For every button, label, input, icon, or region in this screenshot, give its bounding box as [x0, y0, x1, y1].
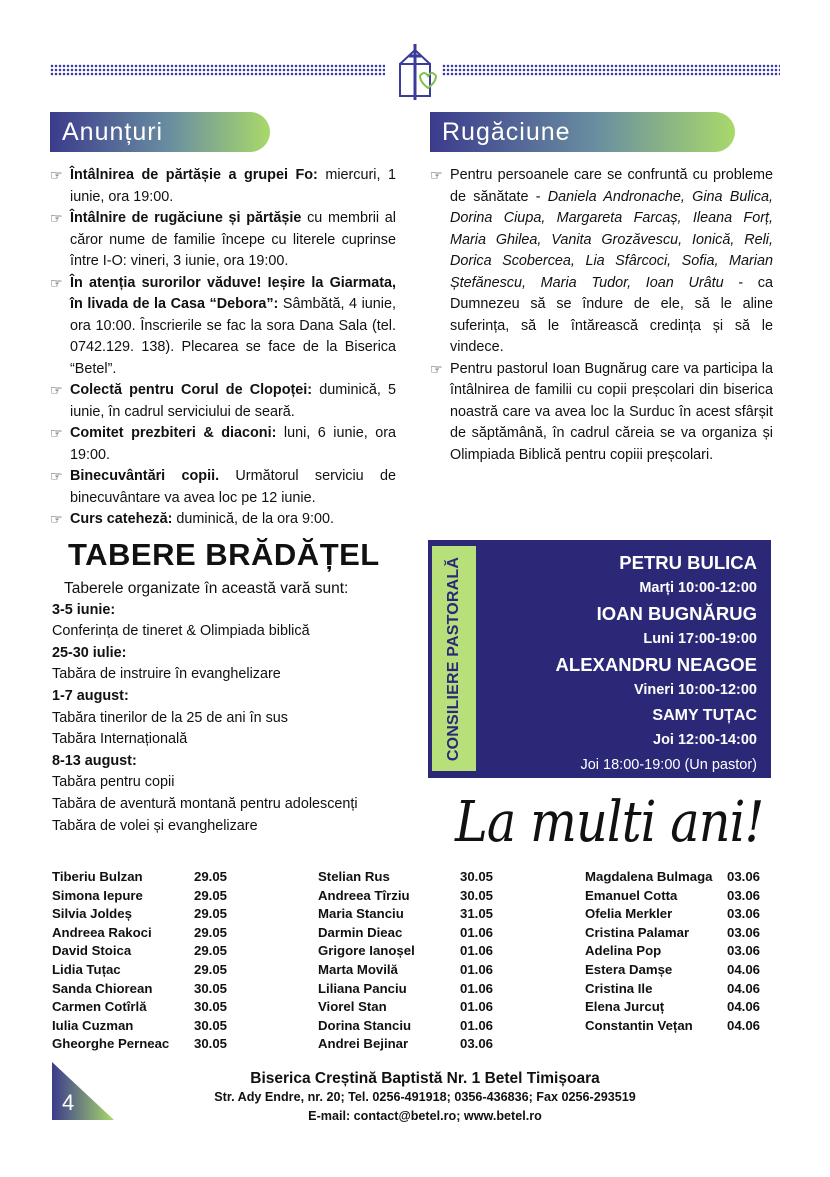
- birthday-row: [52, 998, 242, 1017]
- announcement-title: Colectă pentru Corul de Clopoței:: [70, 382, 313, 398]
- announcement-text: duminică, de la ora 9:00.: [172, 511, 334, 527]
- birthday-name: Simona Iepure: [52, 887, 143, 903]
- birthday-name: David Stoica: [52, 943, 132, 959]
- birthday-name: Constantin Vețan: [585, 1017, 693, 1033]
- birthday-date: 04.06: [727, 1017, 761, 1033]
- announcement-title: Întâlnire de rugăciune și părtășie: [70, 210, 302, 226]
- birthday-row: [585, 924, 775, 943]
- announcement-item: [50, 273, 396, 381]
- camp-item: Tabăra pentru copii: [52, 774, 175, 791]
- birthday-date: 01.06: [460, 999, 494, 1015]
- birthday-name: Stelian Rus: [318, 869, 390, 884]
- birthday-row: [318, 942, 508, 961]
- birthday-date: 30.05: [194, 980, 228, 996]
- pointing-hand-icon: ☞: [50, 382, 63, 398]
- birthday-name: Iulia Cuzman: [52, 1017, 134, 1033]
- church-name: Biserica Creștină Baptistă Nr. 1 Betel Timișoara: [250, 1070, 600, 1087]
- birthday-row: [585, 961, 775, 980]
- counseling-time: Vineri 10:00-12:00: [633, 682, 757, 698]
- birthday-row: [52, 924, 242, 943]
- camps-intro: Taberele organizate în această vară sunt:: [64, 580, 349, 597]
- announcement-item: [50, 509, 396, 531]
- birthday-name: Viorel Stan: [318, 999, 387, 1015]
- birthday-row: [318, 1017, 508, 1036]
- birthday-name: Tiberiu Bulzan: [52, 869, 143, 884]
- birthday-date: 01.06: [460, 943, 494, 959]
- pointing-hand-icon: ☞: [50, 511, 63, 527]
- prayer-item: [430, 359, 773, 467]
- birthday-name: Ofelia Merkler: [585, 906, 673, 922]
- announcement-text: miercuri, 1 iunie, ora 19:00.: [70, 167, 396, 205]
- birthday-greeting: La multi ani!: [455, 790, 764, 855]
- camp-period: 8-13 august:: [52, 752, 137, 769]
- birthday-date: 04.06: [727, 961, 761, 977]
- birthday-date: 29.05: [194, 906, 228, 922]
- birthday-date: 04.06: [727, 999, 761, 1015]
- counselor-name: PETRU BULICA: [619, 552, 757, 573]
- birthday-row: [318, 998, 508, 1017]
- pointing-hand-icon: ☞: [430, 167, 443, 183]
- birthday-row: [318, 924, 508, 943]
- birthday-date: 03.06: [727, 887, 761, 903]
- birthday-date: 30.05: [460, 887, 494, 903]
- birthday-date: 29.05: [194, 943, 228, 959]
- page-number: 4: [62, 1090, 75, 1115]
- camp-item: Tabăra de instruire în evanghelizare: [52, 666, 281, 683]
- counseling-time: Luni 17:00-19:00: [643, 631, 757, 647]
- announcement-title: Întâlnirea de părtășie a grupei Fo:: [70, 167, 318, 183]
- camp-period: 25-30 iulie:: [52, 644, 127, 661]
- birthday-name: Adelina Pop: [585, 943, 662, 959]
- birthday-name: Carmen Cotîrlă: [52, 999, 147, 1015]
- birthday-name: Dorina Stanciu: [318, 1017, 412, 1033]
- camp-item: Tabăra de aventură montană pentru adolescenți: [52, 795, 358, 812]
- announcement-item: [50, 165, 396, 208]
- pointing-hand-icon: ☞: [50, 167, 63, 183]
- pointing-hand-icon: ☞: [50, 425, 63, 441]
- website: www.betel.ro: [460, 1109, 542, 1123]
- pointing-hand-icon: ☞: [50, 210, 63, 226]
- birthday-row: [585, 1017, 775, 1036]
- prayer-tail: - ca Dumnezeu să se îndure de ele, să le aline suferința, să le întărească credința și să le vindece.: [450, 274, 773, 355]
- birthday-date: 30.05: [194, 1036, 228, 1052]
- birthday-column-1: [52, 868, 242, 1054]
- birthday-name: Grigore Ianoșel: [318, 943, 415, 959]
- camps-list: [52, 578, 358, 837]
- top-decorative-band: [50, 52, 780, 102]
- camp-period: 1-7 august:: [52, 687, 129, 704]
- birthday-date: 31.05: [460, 906, 494, 922]
- birthday-name: Sanda Chiorean: [52, 980, 153, 996]
- counseling-side-label: CONSILIERE PASTORALĂ: [432, 546, 476, 771]
- pointing-hand-icon: ☞: [50, 468, 63, 484]
- birthday-date: 29.05: [194, 924, 228, 940]
- camp-item: Tabăra Internațională: [52, 731, 188, 748]
- birthday-row: [585, 980, 775, 999]
- prayer-lead: Pentru persoanele care se confruntă cu probleme de sănătate -: [450, 167, 773, 205]
- announcements-list: [50, 165, 396, 531]
- pastoral-counseling-box: [428, 540, 771, 778]
- birthday-date: 03.06: [727, 943, 761, 959]
- birthday-date: 29.05: [194, 961, 228, 977]
- birthday-name: Cristina Ile: [585, 980, 653, 996]
- announcement-item: [50, 466, 396, 509]
- birthday-name: Lidia Tuțac: [52, 961, 121, 977]
- birthday-row: [585, 998, 775, 1017]
- birthday-row: [52, 1017, 242, 1036]
- dotted-rule-right: [442, 64, 780, 76]
- announcement-item: [50, 423, 396, 466]
- announcement-text: Următorul serviciu de binecuvântare va avea loc pe 12 iunie.: [70, 468, 397, 506]
- birthday-row: [52, 961, 242, 980]
- announcement-title: Curs cateheză:: [70, 511, 173, 527]
- counselor-name: IOAN BUGNĂRUG: [596, 603, 757, 624]
- birthday-row: [585, 868, 775, 887]
- prayer-names: Daniela Andronache, Gina Bulica, Dorina Ciupa, Margareta Farcaș, Ileana Forț, Maria Ghilea, Vanita Grozăvescu, Ionică, Reli, Dorica Scobercea, Lia Sfârcoci, Sofia, Marian Ștefănescu, Maria Tudor, Ioan Urâtu: [450, 188, 773, 291]
- camp-period: 3-5 iunie:: [52, 601, 116, 618]
- birthday-row: [585, 942, 775, 961]
- birthday-row: [318, 1035, 508, 1054]
- announcement-title: Comitet prezbiteri & diaconi:: [70, 425, 277, 441]
- birthday-name: Marta Movilă: [318, 961, 398, 977]
- birthday-column-3: [585, 868, 775, 1035]
- counselor-name: SAMY TUȚAC: [652, 707, 757, 724]
- prayer-header: Rugăciune: [430, 112, 735, 152]
- birthday-name: Emanuel Cotta: [585, 887, 678, 903]
- birthday-row: [585, 905, 775, 924]
- announcement-text: luni, 6 iunie, ora 19:00.: [70, 425, 396, 463]
- pointing-hand-icon: ☞: [430, 360, 443, 377]
- page-number-badge: [52, 1062, 114, 1120]
- birthday-date: 03.06: [460, 1036, 494, 1052]
- camps-title: TABERE BRĂDĂȚEL: [68, 537, 380, 572]
- prayer-list: [430, 165, 773, 466]
- counselor-name: ALEXANDRU NEAGOE: [555, 654, 757, 675]
- birthday-row: [52, 905, 242, 924]
- birthday-name: Maria Stanciu: [318, 906, 404, 922]
- announcement-item: [50, 208, 396, 273]
- counseling-schedule: [556, 550, 757, 778]
- announcement-title: În atenția surorilor văduve! Ieșire la Giarmata, în livada de la Casa “Debora”:: [70, 274, 396, 312]
- birthday-date: 03.06: [727, 924, 761, 940]
- birthday-row: [318, 961, 508, 980]
- birthday-name: Gheorghe Perneac: [52, 1036, 170, 1052]
- prayer-item: [430, 165, 773, 359]
- birthday-date: 01.06: [460, 961, 494, 977]
- birthday-name: Cristina Palamar: [585, 924, 690, 940]
- church-logo-icon: [390, 42, 440, 102]
- birthday-row: [52, 887, 242, 906]
- church-address: Str. Ady Endre, nr. 20; Tel. 0256-491918; 0356-436836; Fax 0256-293519: [214, 1090, 636, 1104]
- birthday-row: [318, 905, 508, 924]
- birthday-date: 01.06: [460, 1017, 494, 1033]
- birthday-name: Magdalena Bulmaga: [585, 869, 713, 884]
- birthday-row: [52, 868, 242, 887]
- birthday-row: [52, 942, 242, 961]
- counseling-time: Marți 10:00-12:00: [639, 580, 757, 596]
- birthday-name: Andreea Tîrziu: [318, 887, 410, 903]
- prayer-lead: Pentru pastorul Ioan Bugnărug care va participa la întâlnirea de familii cu copii preșcolari din biserica noastră care va avea loc la Surduc în acest sfârșit de săptămână, în cadrul căreia se va organiza și Olimpiada Biblică pentru copiii preșcolari.: [450, 360, 773, 463]
- birthday-row: [318, 868, 508, 887]
- birthday-date: 01.06: [460, 980, 494, 996]
- birthday-name: Elena Jurcuț: [585, 999, 665, 1015]
- footer: [150, 1070, 700, 1126]
- birthday-date: 03.06: [727, 869, 761, 884]
- birthday-name: Darmin Dieac: [318, 924, 403, 940]
- announcement-text: Sâmbătă, 4 iunie, ora 10:00. Înscrierile se fac la sora Dana Sala (tel. 0742.129. 138). Plecarea se face de la Biserica “Betel”.: [70, 296, 396, 377]
- announcement-text: cu membrii al căror nume de familie începe cu literele cuprinse între I-O: vineri, 3 iunie, ora 19:00.: [70, 210, 396, 269]
- birthday-column-2: [318, 868, 508, 1054]
- birthday-date: 29.05: [194, 887, 228, 903]
- birthday-row: [52, 1035, 242, 1054]
- birthday-date: 30.05: [194, 1017, 228, 1033]
- announcement-text: duminică, 5 iunie, în cadrul serviciului de seară.: [70, 382, 396, 420]
- pointing-hand-icon: ☞: [50, 274, 63, 291]
- announcements-header: Anunțuri: [50, 112, 270, 152]
- counseling-time: Joi 18:00-19:00 (Un pastor): [580, 757, 757, 773]
- email-link[interactable]: contact@betel.ro;: [353, 1109, 461, 1123]
- birthday-name: Silvia Joldeș: [52, 906, 132, 922]
- announcement-title: Binecuvântări copii.: [70, 468, 220, 484]
- birthday-date: 29.05: [194, 869, 228, 884]
- birthday-row: [318, 980, 508, 999]
- counseling-time: Joi 12:00-14:00: [653, 732, 757, 748]
- birthday-name: Liliana Panciu: [318, 980, 407, 996]
- church-contact: E-mail: contact@betel.ro; www.betel.ro: [308, 1109, 542, 1123]
- birthday-name: Andreea Rakoci: [52, 924, 152, 940]
- announcement-item: [50, 380, 396, 423]
- birthday-date: 01.06: [460, 924, 494, 940]
- camp-item: Tabăra de volei și evanghelizare: [52, 817, 258, 834]
- camp-item: Conferința de tineret & Olimpiada biblică: [52, 623, 310, 640]
- birthday-date: 30.05: [194, 999, 228, 1015]
- birthday-date: 03.06: [727, 906, 761, 922]
- birthday-date: 04.06: [727, 980, 761, 996]
- camp-item: Tabăra tinerilor de la 25 de ani în sus: [52, 709, 288, 726]
- birthday-name: Estera Damșe: [585, 961, 673, 977]
- birthday-row: [585, 887, 775, 906]
- birthday-date: 30.05: [460, 869, 494, 884]
- birthday-row: [52, 980, 242, 999]
- birthday-name: Andrei Bejinar: [318, 1036, 409, 1052]
- dotted-rule-left: [50, 64, 385, 76]
- birthday-row: [318, 887, 508, 906]
